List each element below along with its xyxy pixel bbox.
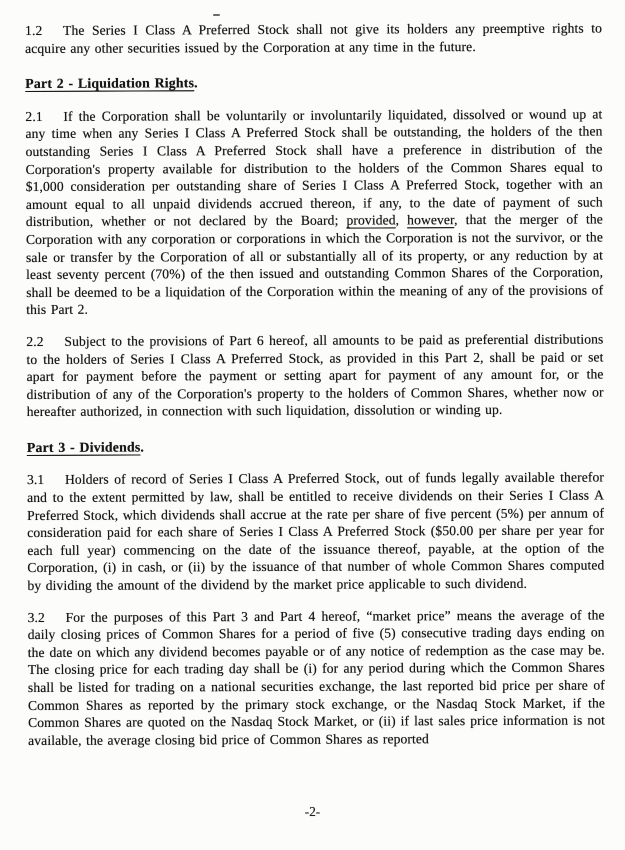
paragraph-3-1 [27, 469, 605, 595]
section-number-1-2: 1.2 [25, 22, 43, 38]
section-number-2-1: 2.1 [25, 108, 43, 124]
underlined-word-however: however [407, 212, 455, 228]
page-number: -2- [304, 804, 321, 819]
part-2-heading [25, 73, 602, 93]
paragraph-1-2-text: The Series I Class A Preferred Stock shall not give its holders any preemptive rights to acquire any other securities issued by the Corporation at any time in the future. [25, 20, 603, 56]
underlined-word-provided: provided [346, 212, 396, 228]
paragraph-2-1-comma: , [395, 212, 408, 228]
paragraph-2-1-text-after: , that the merger of the Corporation with any corporation or corporations in which the Corporation is not the survivor, or the sale or transfer by the Corporation of all or substantially all of its property, or any reduction by at least seventy percent (70%) of the then issued and outstanding Common Shares of the Corporation, shall be deemed to be a liquidation of the Corporation within the meaning of any of the provisions of this Part 2. [25, 211, 604, 318]
part-3-heading-period: . [140, 439, 145, 455]
part-3-heading [27, 436, 604, 456]
paragraph-3-1-text: Holders of record of Series I Class A Preferred Stock, out of funds legally available therefor and to the extent permitted by law, shall be entitled to receive dividends on their Series I Class A Preferred Stock, which dividends shall accrue at the rate per share of five percent (5%) per annum of consideration paid for each share of Series I Class A Preferred Stock ($50.00 per share per year for each full year) commencing on the date of the issuance thereof, payable, at the option of the Corporation, (i) in cash, or (ii) by the issuance of that number of whole Common Shares computed by dividing the amount of the dividend by the market price applicable to such dividend. [27, 469, 605, 594]
document-content [25, 19, 605, 763]
paragraph-2-2-text: Subject to the provisions of Part 6 hereof, all amounts to be paid as preferential distributions to the holders of Series I Class A Preferred Stock, as provided in this Part 2, shall be paid or set apart for payment before the payment or setting apart for payment of any amount for, or the distribution of any of the Corporation's property to the holders of Common Shares, whether now or hereafter authorized, in connection with such liquidation, dissolution or winding up. [26, 331, 604, 420]
paragraph-2-2 [26, 330, 603, 420]
paragraph-2-1 [25, 105, 603, 319]
section-number-3-1: 3.1 [26, 472, 45, 488]
paragraph-3-2-text: For the purposes of this Part 3 and Part 4 hereof, “market price” means the average of the daily closing prices of Common Shares for a period of five (5) consecutive trading days ending on the date on which any dividend becomes payable or of any notice of redemption as the case may be. The closing price for each trading day shall be (i) for any period during which the Common Shares shall be listed for trading on a national securities exchange, the last reported bid price per share of Common Shares as reported by the primary stock exchange, or the Nasdaq Stock Market, if the Common Shares are quoted on the Nasdaq Stock Market, or (ii) if last sales price information is not available, the average closing bid price of Common Shares as reported [27, 607, 606, 748]
scan-speck-artifact [213, 14, 220, 16]
part-2-heading-text: Part 2 - Liquidation Rights [25, 75, 195, 92]
paragraph-2-1-text-before: If the Corporation shall be voluntarily or involuntarily liquidated, dissolved or wound up at any time when any Series I Class A Preferred Stock shall be outstanding, the holders of the then outstanding Series I Class A Preferred Stock shall have a preference in distribution of the Corporation's property available for distribution to the holders of the Common Shares equal to $1,000 consideration per outstanding share of Series I Class A Preferred Stock, together with an amount equal to all unpaid dividends accrued thereon, if any, to the date of payment of such distribution, whether or not declared by the Board; [25, 106, 603, 230]
part-2-heading-period: . [194, 75, 198, 91]
section-number-2-2: 2.2 [26, 333, 44, 349]
part-3-heading-text: Part 3 - Dividends [26, 439, 141, 455]
paragraph-3-2 [28, 606, 606, 749]
paragraph-1-2 [25, 19, 602, 57]
section-number-3-2: 3.2 [27, 609, 45, 625]
